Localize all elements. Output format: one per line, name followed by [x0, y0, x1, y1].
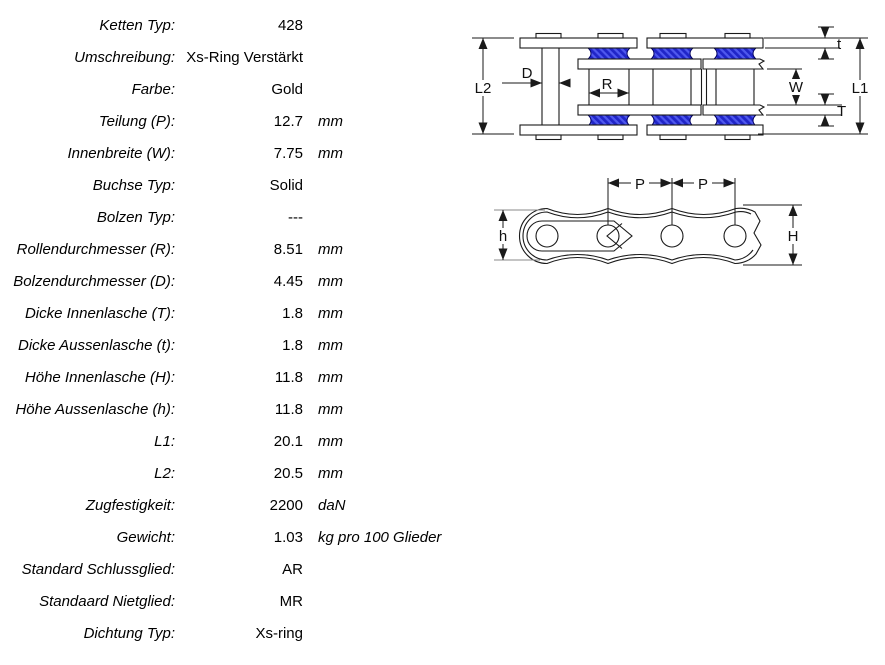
spec-label: Farbe: — [131, 81, 175, 98]
spec-unit: daN — [318, 497, 346, 514]
spec-row — [0, 522, 460, 554]
dim-l2 — [470, 38, 514, 134]
spec-label: Buchse Typ: — [92, 177, 175, 194]
spec-row — [0, 202, 460, 234]
pin-holes — [536, 225, 746, 247]
spec-label: Standaard Nietglied: — [39, 593, 175, 610]
dim-l1 — [758, 38, 873, 134]
spec-unit: mm — [318, 465, 343, 482]
spec-value: 20.5 — [273, 465, 303, 482]
spec-unit: mm — [318, 337, 343, 354]
spec-value: Xs-ring — [255, 625, 303, 642]
spec-label: Bolzendurchmesser (D): — [13, 273, 175, 290]
spec-unit: mm — [318, 369, 343, 386]
spec-label: Umschreibung: — [74, 49, 175, 66]
spec-row — [0, 426, 460, 458]
spec-label: Dichtung Typ: — [83, 625, 175, 642]
spec-row — [0, 10, 460, 42]
dim-label-h-outer: h — [498, 228, 508, 245]
dim-r — [589, 76, 629, 93]
spec-value: 20.1 — [273, 433, 303, 450]
spec-value: 1.03 — [273, 529, 303, 546]
dim-d — [502, 65, 570, 83]
dim-label-p-right: P — [697, 176, 709, 193]
spec-value: AR — [282, 561, 303, 578]
spec-value: 1.8 — [282, 305, 303, 322]
spec-unit: mm — [318, 145, 343, 162]
spec-row — [0, 362, 460, 394]
spec-label: Dicke Innenlasche (T): — [24, 305, 175, 322]
spec-row — [0, 266, 460, 298]
spec-row — [0, 234, 460, 266]
dim-label-p-left: P — [634, 176, 646, 193]
pin-lines — [542, 48, 559, 125]
dim-label-t-outer: t — [837, 36, 842, 53]
spec-row — [0, 554, 460, 586]
spec-label: Ketten Typ: — [99, 17, 175, 34]
dim-t-inner — [766, 94, 846, 126]
spec-value: --- — [288, 209, 303, 226]
spec-label: Bolzen Typ: — [96, 209, 175, 226]
spec-row — [0, 170, 460, 202]
spec-label: Zugfestigkeit: — [85, 497, 175, 514]
spec-value: Xs-Ring Verstärkt — [186, 49, 303, 66]
spec-value: 8.51 — [273, 241, 303, 258]
dim-label-r: R — [601, 76, 613, 93]
spec-row — [0, 298, 460, 330]
spec-row — [0, 106, 460, 138]
spec-value: 7.75 — [273, 145, 303, 162]
spec-unit: mm — [318, 241, 343, 258]
spec-value: MR — [279, 593, 303, 610]
spec-row — [0, 458, 460, 490]
spec-label: Rollendurchmesser (R): — [16, 241, 175, 258]
spec-unit: mm — [318, 433, 343, 450]
spec-label: L1: — [154, 433, 175, 450]
chain-side-view-diagram — [450, 165, 885, 300]
spec-label: Dicke Aussenlasche (t): — [17, 337, 175, 354]
spec-value: 12.7 — [273, 113, 303, 130]
spec-unit: mm — [318, 305, 343, 322]
spec-row — [0, 74, 460, 106]
spec-row — [0, 394, 460, 426]
spec-row — [0, 586, 460, 618]
spec-table — [0, 10, 460, 650]
spec-row — [0, 42, 460, 74]
dim-h-inner — [743, 205, 803, 265]
spec-value: 428 — [277, 17, 303, 34]
dim-label-l1: L1 — [851, 80, 869, 97]
spec-unit: mm — [318, 401, 343, 418]
spec-label: Höhe Aussenlasche (h): — [15, 401, 175, 418]
spec-value: 4.45 — [273, 273, 303, 290]
spec-value: 1.8 — [282, 337, 303, 354]
spec-unit: mm — [318, 113, 343, 130]
dim-w — [767, 69, 842, 105]
spec-unit: kg pro 100 Glieder — [318, 529, 442, 546]
spec-value: 2200 — [269, 497, 303, 514]
spec-label: Höhe Innenlasche (H): — [24, 369, 175, 386]
spec-label: Gewicht: — [116, 529, 175, 546]
dim-label-h-inner: H — [787, 228, 799, 245]
spec-row — [0, 138, 460, 170]
spec-value: Gold — [271, 81, 303, 98]
spec-row — [0, 330, 460, 362]
chain-cross-section-diagram — [450, 10, 885, 160]
spec-label: L2: — [154, 465, 175, 482]
link-plate-outer-contour — [520, 208, 762, 263]
spec-value: 11.8 — [274, 369, 303, 386]
spec-value: 11.8 — [274, 401, 303, 418]
dim-t-outer — [765, 27, 842, 59]
spec-label: Standard Schlussglied: — [21, 561, 175, 578]
spec-label: Teilung (P): — [98, 113, 175, 130]
dim-label-l2: L2 — [474, 80, 492, 97]
dim-label-w: W — [788, 79, 804, 96]
spec-label: Innenbreite (W): — [67, 145, 175, 162]
spec-value: Solid — [269, 177, 303, 194]
dim-label-d: D — [521, 65, 533, 82]
spec-row — [0, 490, 460, 522]
pitch-extension-lines — [608, 178, 735, 225]
inner-plate-end-lines — [702, 69, 707, 105]
spec-unit: mm — [318, 273, 343, 290]
spec-row — [0, 618, 460, 650]
dim-label-t-inner: T — [837, 103, 847, 120]
roller-lines — [589, 69, 754, 105]
